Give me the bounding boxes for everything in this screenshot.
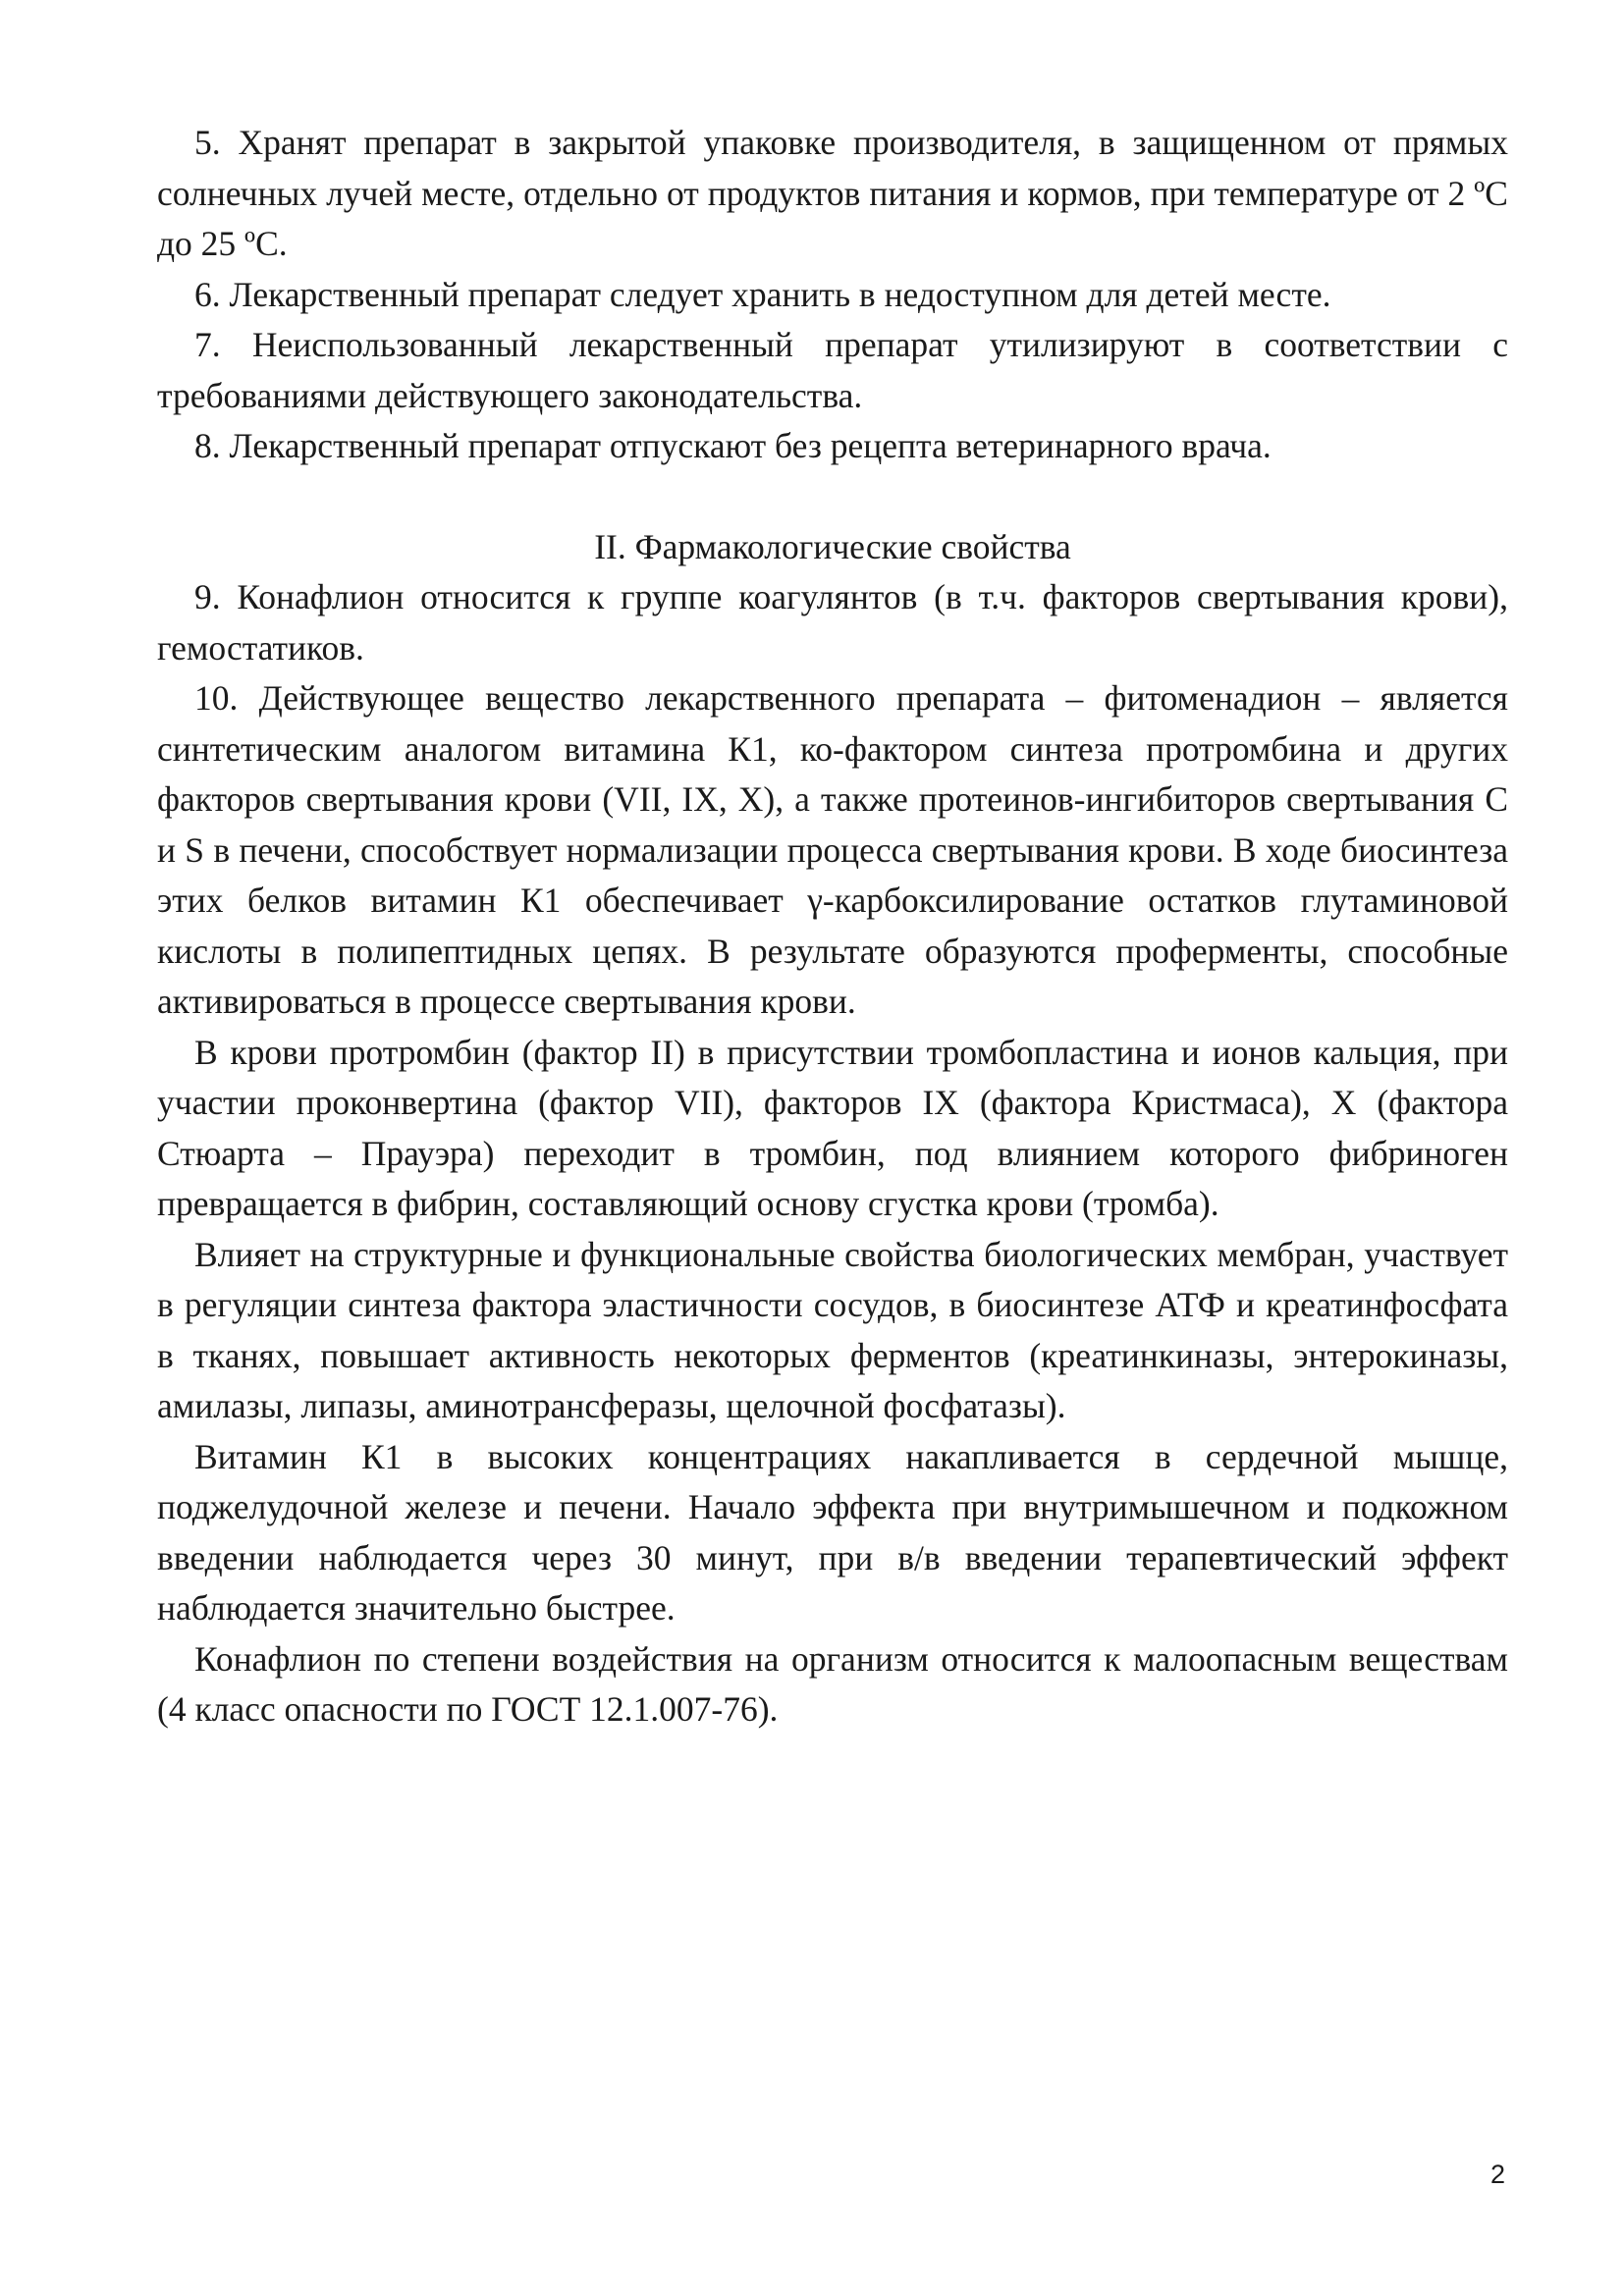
paragraph-item-10: 10. Действующее вещество лекарственного препарата – фитоменадион – является синтетическим аналогом витамина К1, ко-фактором синтеза протромбина и других факторов свертывания крови (VII, IX, X), а также протеинов-ингибиторов свертывания С и S в печени, способствует нормализации процесса свертывания крови. В ходе биосинтеза этих белков витамин К1 обеспечивает γ-карбоксилирование остатков глутаминовой кислоты в полипептидных цепях. В результате образуются проферменты, способные активироваться в процессе свертывания крови. <box>157 678 1508 1021</box>
paragraph-item-9: 9. Конафлион относится к группе коагулянтов (в т.ч. факторов свертывания крови), гемостатиков. <box>157 577 1508 667</box>
paragraph-item-7: 7. Неиспользованный лекарственный препарат утилизируют в соответствии с требованиями действующего законодательства. <box>157 325 1508 415</box>
paragraph-membranes: Влияет на структурные и функциональные свойства биологических мембран, участвует в регуляции синтеза фактора эластичности сосудов, в биосинтезе АТФ и креатинфосфата в тканях, повышает активность некоторых ферментов (креатинкиназы, энтерокиназы, амилазы, липазы, аминотрансферазы, щелочной фосфатазы). <box>157 1234 1508 1425</box>
paragraph-item-5: 5. Хранят препарат в закрытой упаковке производителя, в защищенном от прямых солнечных лучей месте, отдельно от продуктов питания и кормов, при температуре от 2 ºС до 25 ºС. <box>157 123 1508 263</box>
paragraph-prothrombin: В крови протромбин (фактор II) в присутствии тромбопластина и ионов кальция, при участии проконвертина (фактор VII), факторов IX (фактора Кристмаса), X (фактора Стюарта – Прауэра) переходит в тромбин, под влиянием которого фибриноген превращается в фибрин, составляющий основу сгустка крови (тромба). <box>157 1032 1508 1223</box>
paragraph-item-8: 8. Лекарственный препарат отпускают без рецепта ветеринарного врача. <box>194 426 1272 465</box>
paragraph-item-6: 6. Лекарственный препарат следует хранить в недоступном для детей месте. <box>194 274 1331 314</box>
paragraph-vitamin-k1: Витамин К1 в высоких концентрациях накапливается в сердечной мышце, поджелудочной железе и печени. Начало эффекта при внутримышечном и подкожном введении наблюдается через 30 минут, при в/в введении терапевтический эффект наблюдается значительно быстрее. <box>157 1436 1508 1628</box>
paragraph-hazard-class: Конафлион по степени воздействия на организм относится к малоопасным веществам (4 класс опасности по ГОСТ 12.1.007-76). <box>157 1638 1508 1729</box>
section-heading: II. Фармакологические свойства <box>594 526 1071 566</box>
document-page <box>157 118 1508 1735</box>
page-number: 2 <box>1490 2160 1506 2189</box>
